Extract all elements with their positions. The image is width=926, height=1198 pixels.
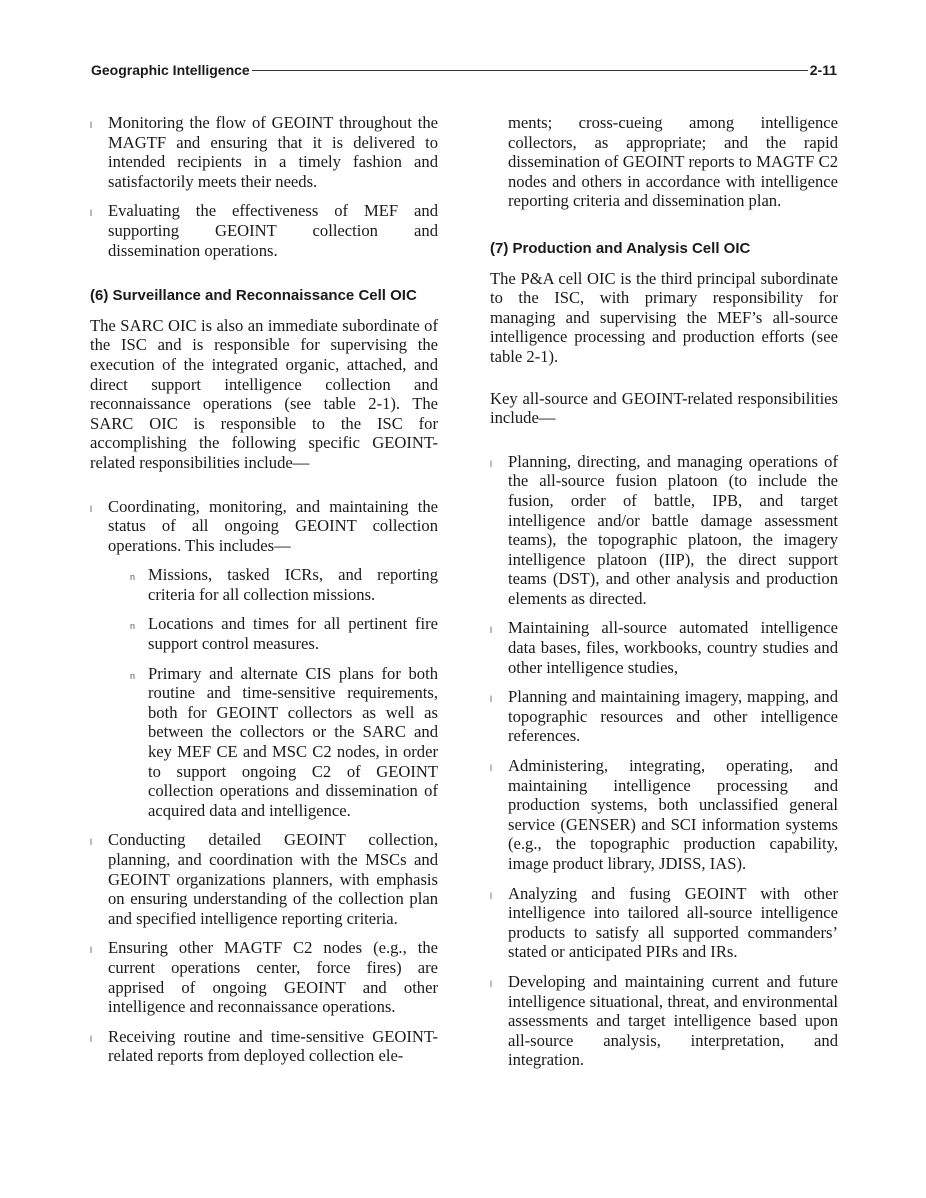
list-item: l Receiving routine and time-sensitive GEOINT-related reports from deployed collection ele- <box>90 1026 438 1066</box>
section-heading-6: (6) Surveillance and Reconnaissance Cell OIC <box>90 287 417 305</box>
sub-list-item: n Locations and times for all pertinent fire support control measures. <box>130 614 438 654</box>
continuation-text: ments; cross-cueing among intelligence collectors, as appropriate; and the rapid dissemination of GEOINT reports to MAGTF C2 nodes and others in accordance with intelligence reporting criteria and dissemination plan. <box>508 113 838 211</box>
list-item: l Ensuring other MAGTF C2 nodes (e.g., the current operations center, force fires) are apprised of ongoing GEOINT and other intelligence and reconnaissance operations. <box>90 938 438 1017</box>
bullet-icon: l <box>90 503 92 514</box>
bullet-icon: l <box>90 837 92 848</box>
page-number: 2-11 <box>809 62 837 78</box>
list-item: l Planning and maintaining imagery, mapping, and topographic resources and other intelligence references. <box>490 687 838 746</box>
bullet-icon: l <box>490 458 492 469</box>
right-column <box>490 113 838 1080</box>
left-column <box>90 113 438 1076</box>
bullet-icon: l <box>490 625 492 636</box>
list-item: l Maintaining all-source automated intelligence data bases, files, workbooks, country studies and other intelligence studies, <box>490 618 838 677</box>
list-item: l Planning, directing, and managing operations of the all-source fusion platoon (to include the fusion, order of battle, IPB, and target intelligence and/or battle damage assessment teams), the topographic platoon, the imagery intelligence platoon (IIP), the direct support teams (DST), and other analysis and production elements as directed. <box>490 451 838 608</box>
section-6-paragraph: The SARC OIC is also an immediate subordinate of the ISC and is responsible for supervising the execution of the integrated organic, attached, and direct support intelligence collection and reconnaissance operations (see table 2-1). The SARC OIC is responsible to the ISC for accomplishing the following specific GEOINT-related responsibilities include— <box>90 315 438 472</box>
bullet-icon: l <box>490 890 492 901</box>
sub-list-item: n Missions, tasked ICRs, and reporting criteria for all collection missions. <box>130 565 438 604</box>
list-item: l Developing and maintaining current and future intelligence situational, threat, and environmental assessments and target intelligence based upon all-source analysis, interpretation, and integration. <box>490 971 838 1070</box>
section-7-intro: Key all-source and GEOINT-related responsibilities include— <box>490 388 838 428</box>
list-item: l Conducting detailed GEOINT collection, planning, and coordination with the MSCs and GEOINT organizations planners, with emphasis on ensuring understanding of the collection plan and specified intelligence reporting criteria. <box>90 830 438 928</box>
list-item: l Administering, integrating, operating, and maintaining intelligence processing and production systems, both unclassified general service (GENSER) and SCI information systems (e.g., the topographic production capability, image product library, JDISS, IAS). <box>490 756 838 873</box>
list-item: l Coordinating, monitoring, and maintaining the status of all ongoing GEOINT collection operations. This includes— <box>90 496 438 555</box>
list-item: l Monitoring the flow of GEOINT throughout the MAGTF and ensuring that it is delivered to intended recipients in a timely fashion and satisfactorily meets their needs. <box>90 113 438 191</box>
bullet-icon: l <box>490 763 492 774</box>
sub-bullet-icon: n <box>130 572 136 583</box>
sub-list-item: n Primary and alternate CIS plans for both routine and time-sensitive requirements, both for GEOINT collectors as well as between the collectors or the SARC and key MEF CE and MSC C2 nodes, in order to support ongoing C2 of GEOINT collection operations and dissemination of acquired data and intelligence. <box>130 663 438 820</box>
bullet-icon: l <box>90 120 92 130</box>
running-title: Geographic Intelligence <box>91 62 250 78</box>
sub-bullet-icon: n <box>130 621 136 632</box>
bullet-icon: l <box>490 694 492 705</box>
bullet-icon: l <box>90 945 92 956</box>
list-item: l Analyzing and fusing GEOINT with other intelligence into tailored all-source intelligence products to satisfy all supported commanders’ stated or anticipated PIRs and IRs. <box>490 883 838 962</box>
bullet-icon: l <box>490 978 492 989</box>
bullet-icon: l <box>90 208 92 219</box>
header-rule <box>252 70 808 71</box>
list-item: l Evaluating the effectiveness of MEF and supporting GEOINT collection and dissemination operations. <box>90 201 438 260</box>
section-heading-7: (7) Production and Analysis Cell OIC <box>490 239 751 257</box>
section-7-paragraph: The P&A cell OIC is the third principal subordinate to the ISC, with primary responsibility for managing and supervising the MEF’s all-source intelligence processing and production efforts (see table 2-1). <box>490 268 838 366</box>
bullet-icon: l <box>90 1033 92 1044</box>
page-header <box>91 60 837 80</box>
sub-bullet-icon: n <box>130 670 136 681</box>
